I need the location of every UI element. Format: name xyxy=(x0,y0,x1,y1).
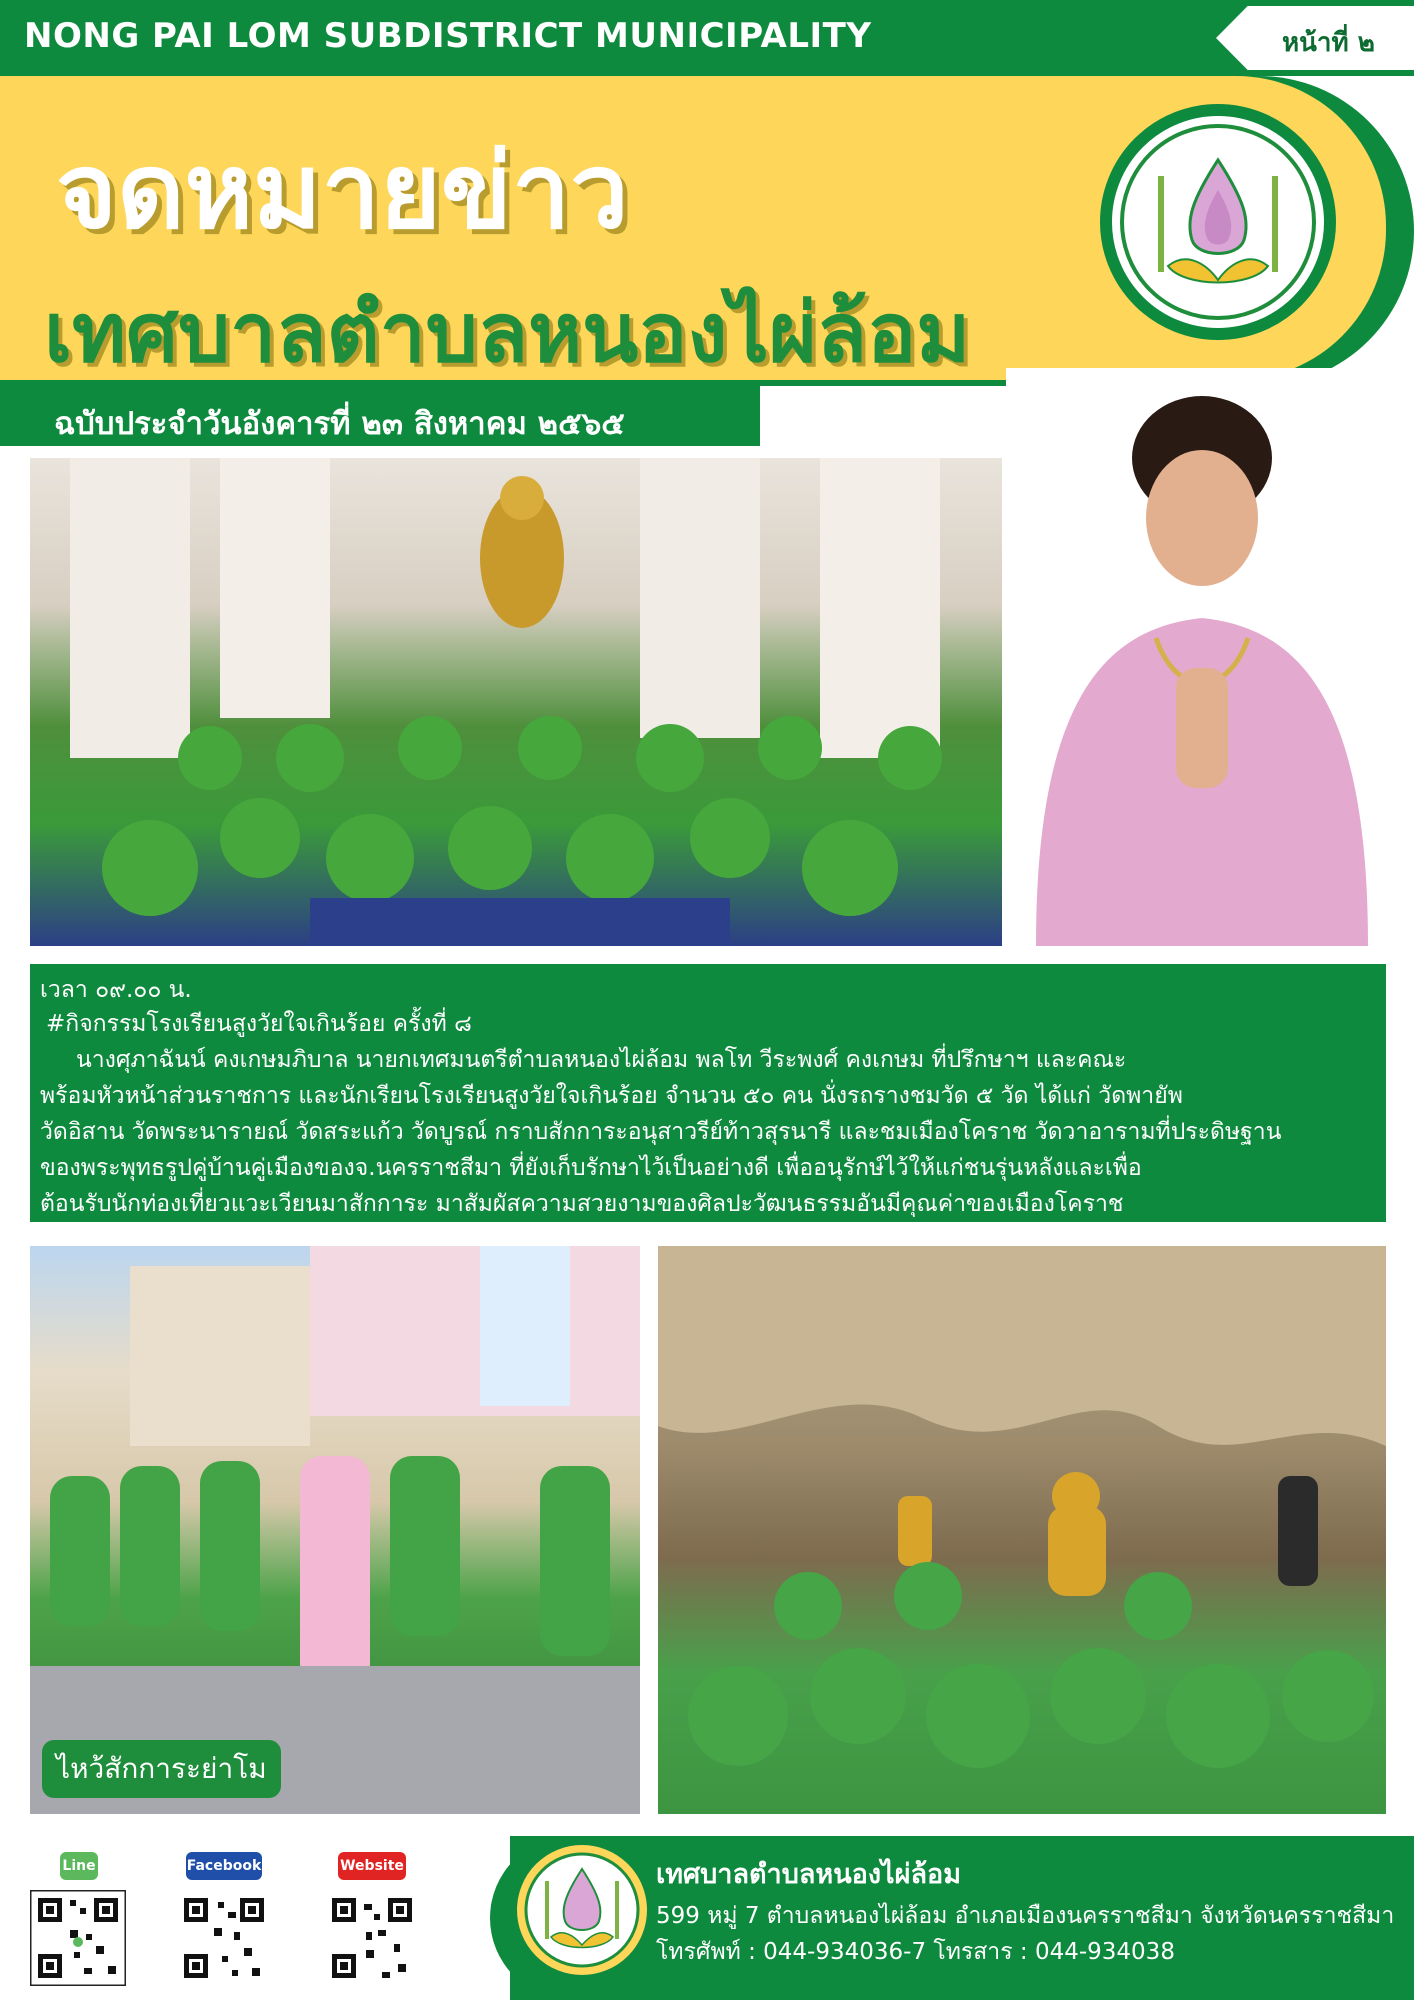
footer-municipality-logo xyxy=(512,1840,652,1980)
article-line: ของพระพุทธรูปคู่บ้านคู่เมืองของจ.นครราชสีมา ที่ยังเก็บรักษาไว้เป็นอย่างดี เพื่ออนุรักษ์ไว้ให้แก่ชนรุ่นหลังและเพื่อ xyxy=(40,1155,1142,1181)
municipality-emblem-icon xyxy=(1112,116,1324,328)
qr-code-icon xyxy=(30,1890,126,1986)
article-line: ต้อนรับนักท่องเที่ยวแวะเวียนมาสักการะ มาสัมผัสความสวยงามของศิลปะวัฒนธรรมอันมีคุณค่าของเมืองโคราช xyxy=(40,1191,1124,1217)
cave-temple-photo xyxy=(658,1246,1386,1814)
facebook-label[interactable]: Facebook xyxy=(186,1852,262,1880)
article-line: พร้อมหัวหน้าส่วนราชการ และนักเรียนโรงเรียนสูงวัยใจเกินร้อย จำนวน ๕๐ คน นั่งรถรางชมวัด ๕ วัด ได้แก่ วัดพายัพ xyxy=(40,1083,1183,1109)
temple-group-image xyxy=(30,458,1002,946)
website-qr-code[interactable] xyxy=(324,1890,420,1986)
article-line: วัดอิสาน วัดพระนารายณ์ วัดสระแก้ว วัดบูรณ์ กราบสักการะอนุสาวรีย์ท้าวสุรนารี และชมเมืองโคราช วัดวาอารามที่ประดิษฐาน xyxy=(40,1119,1282,1145)
line-label[interactable]: Line xyxy=(60,1852,98,1880)
line-qr-code[interactable] xyxy=(30,1890,126,1986)
newsletter-title: จดหมายข่าว xyxy=(56,130,629,252)
article-hashtag: #กิจกรรมโรงเรียนสูงวัยใจเกินร้อย ครั้งที่ ๘ xyxy=(46,1011,472,1037)
municipality-thai-title: เทศบาลตำบลหนองไผ่ล้อม xyxy=(44,286,971,381)
qr-code-icon xyxy=(176,1890,272,1986)
footer-address: 599 หมู่ 7 ตำบลหนองไผ่ล้อม อำเภอเมืองนครราชสีมา จังหวัดนครราชสีมา xyxy=(656,1903,1395,1929)
municipality-emblem-icon xyxy=(517,1845,647,1975)
group-photo-temple xyxy=(30,458,1002,946)
facebook-qr-code[interactable] xyxy=(176,1890,272,1986)
issue-date: ฉบับประจำวันอังคารที่ ๒๓ สิงหาคม ๒๕๖๕ xyxy=(54,406,625,442)
qr-code-icon xyxy=(324,1890,420,1986)
mayor-portrait-image xyxy=(1006,368,1398,946)
street-worship-photo xyxy=(30,1246,640,1814)
photo-caption-badge: ไหว้สักการะย่าโม xyxy=(42,1740,281,1798)
footer-phone: โทรศัพท์ : 044-934036-7 โทรสาร : 044-934038 xyxy=(656,1939,1175,1965)
cave-temple-image xyxy=(658,1246,1386,1814)
website-label[interactable]: Website xyxy=(338,1852,406,1880)
municipality-logo xyxy=(1100,104,1336,340)
municipality-english-name: NONG PAI LOM SUBDISTRICT MUNICIPALITY xyxy=(24,16,872,56)
page-number-label: หน้าที่ ๒ xyxy=(1282,28,1375,58)
article-time: เวลา ๐๙.๐๐ น. xyxy=(40,977,192,1003)
article-line: นางศุภาฉันน์ คงเกษมภิบาล นายกเทศมนตรีตำบลหนองไผ่ล้อม พลโท วีระพงศ์ คงเกษม ที่ปรึกษาฯ และคณะ xyxy=(76,1047,1127,1073)
street-worship-image xyxy=(30,1246,640,1814)
mayor-portrait xyxy=(1006,368,1398,946)
footer-organization-name: เทศบาลตำบลหนองไผ่ล้อม xyxy=(656,1859,962,1890)
